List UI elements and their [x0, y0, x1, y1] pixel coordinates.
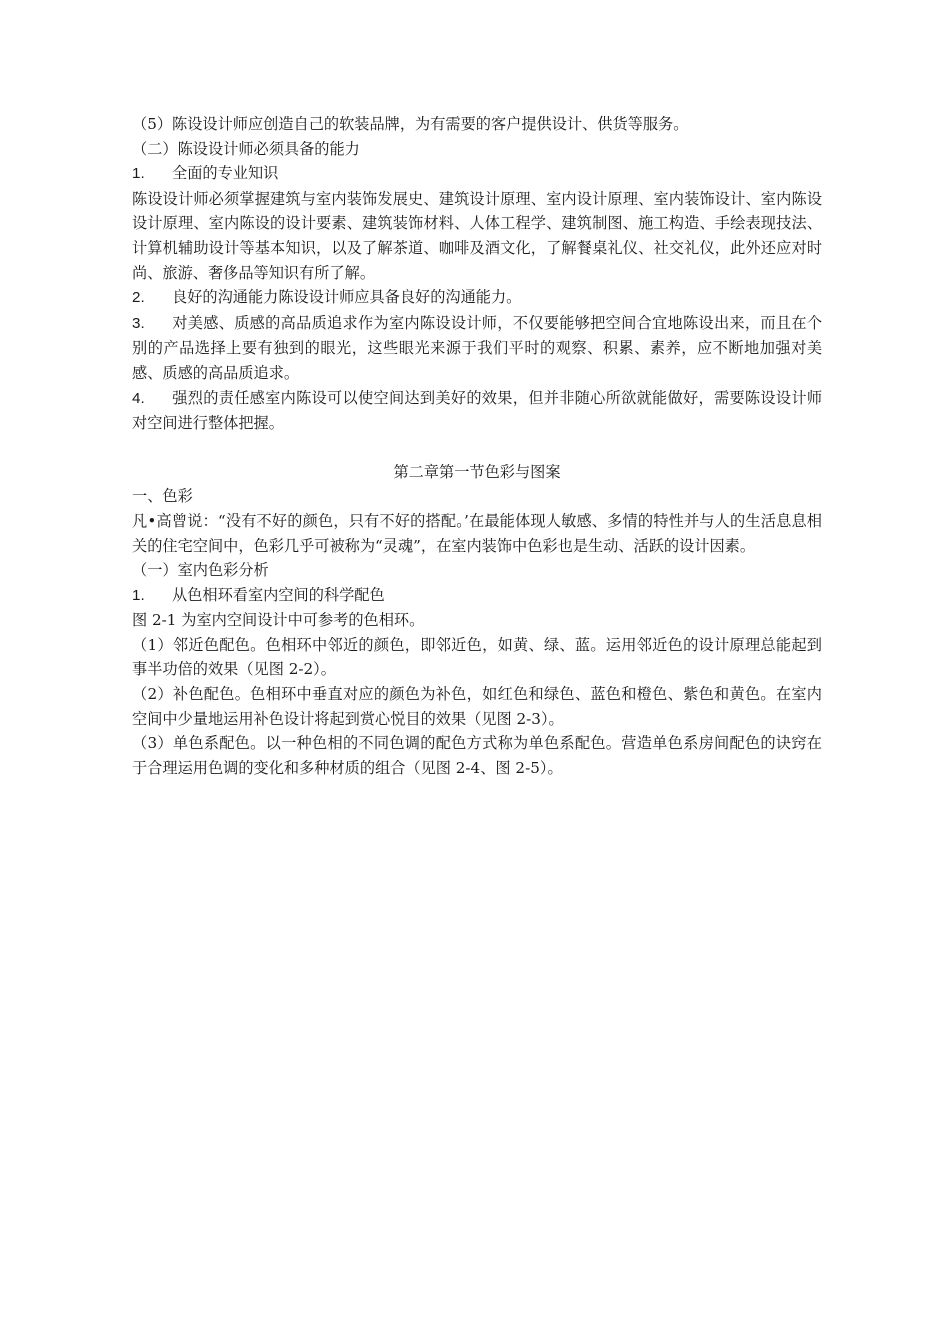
color-point-1-number: 1.	[132, 586, 145, 604]
point-4-text: 强烈的责任感室内陈设可以使空间达到美好的效果，但并非随心所欲就能做好，需要陈设设计师对空间进行整体把握。	[132, 388, 822, 433]
point-3	[132, 311, 822, 386]
item-complementary-colors: （2）补色配色。色相环中垂直对应的颜色为补色，如红色和绿色、蓝色和橙色、紫色和黄色。在室内空间中少量地运用补色设计将起到赏心悦目的效果（见图 2-3）。	[132, 685, 822, 728]
point-4-number: 4.	[132, 389, 145, 407]
section-spacer	[132, 436, 822, 460]
chapter-title: 第二章第一节色彩与图案	[393, 462, 561, 481]
item-monochrome-colors: （3）单色系配色。以一种色相的不同色调的配色方式称为单色系配色。营造单色系房间配色的诀窍在于合理运用色调的变化和多种材质的组合（见图 2-4、图 2-5）。	[132, 734, 822, 777]
point-1-number: 1.	[132, 165, 145, 183]
point-1-heading	[132, 161, 822, 187]
subheading-abilities: （二）陈设设计师必须具备的能力	[132, 139, 360, 158]
heading-color: 一、色彩	[132, 487, 193, 506]
point-4	[132, 386, 822, 436]
color-point-1	[132, 583, 822, 609]
point-2-number: 2.	[132, 289, 145, 307]
item-adjacent-colors: （1）邻近色配色。色相环中邻近的颜色，即邻近色，如黄、绿、蓝。运用邻近色的设计原理总能起到事半功倍的效果（见图 2-2）。	[132, 635, 822, 679]
point-2-text: 良好的沟通能力陈设设计师应具备良好的沟通能力。	[172, 288, 522, 307]
point-1-body: 陈设设计师必须掌握建筑与室内装饰发展史、建筑设计原理、室内设计原理、室内装饰设计、室内陈设设计原理、室内陈设的设计要素、建筑装饰材料、人体工程学、建筑制图、施工构造、手绘表现技法、计算机辅助设计等基本知识，以及了解茶道、咖啡及酒文化，了解餐桌礼仪、社交礼仪，此外还应对时尚、旅游、奢侈品等知识有所了解。	[132, 189, 822, 282]
point-2	[132, 285, 822, 311]
point-3-number: 3.	[132, 314, 145, 332]
point-3-text: 对美感、质感的高品质追求作为室内陈设设计师，不仅要能够把空间合宜地陈设出来，而且在个别的产品选择上要有独到的眼光，这些眼光来源于我们平时的观察、积累、素养，应不断地加强对美感、质感的高品质追求。	[132, 313, 822, 382]
document-page	[132, 112, 822, 780]
figure-note: 图 2-1 为室内空间设计中可参考的色相环。	[132, 611, 425, 630]
subheading-color-analysis: （一）室内色彩分析	[132, 561, 269, 580]
intro-paragraph: 凡•高曾说：“没有不好的颜色，只有不好的搭配。’在最能体现人敏感、多情的特性并与人的生活息息相关的住宅空间中，色彩几乎可被称为“灵魂”，在室内装饰中色彩也是生动、活跃的设计因素。	[132, 511, 822, 555]
point-1-title: 全面的专业知识	[172, 164, 279, 183]
item-5: （5）陈设设计师应创造自己的软装品牌，为有需要的客户提供设计、供货等服务。	[132, 115, 689, 133]
color-point-1-title: 从色相环看室内空间的科学配色	[172, 585, 385, 604]
